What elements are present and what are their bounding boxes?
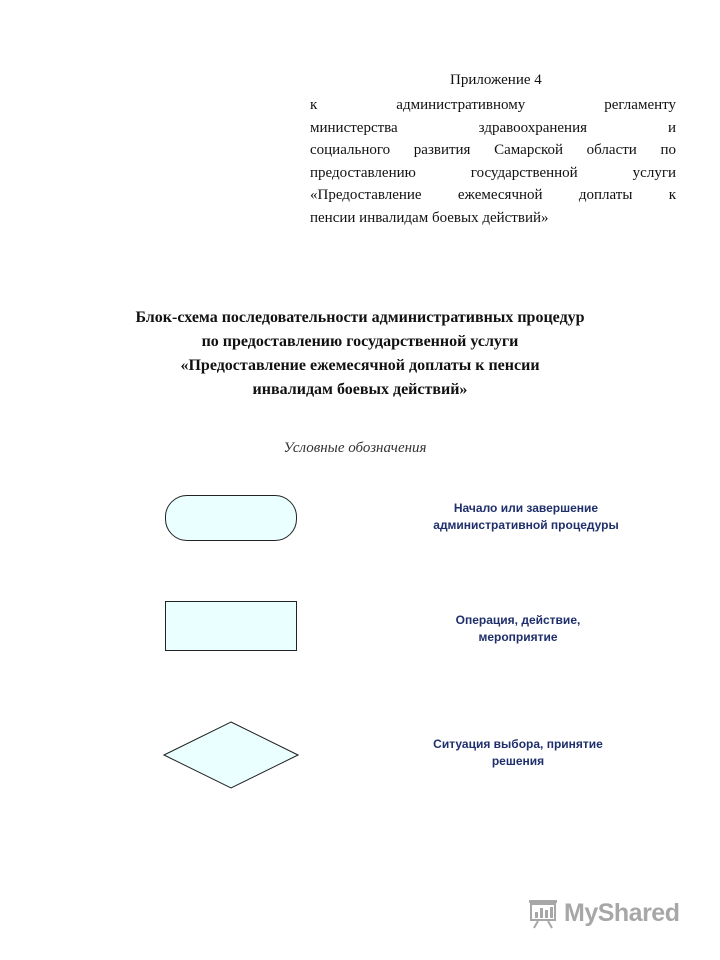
legend-label-decision: Ситуация выбора, принятие решения [433,737,603,768]
title-line: инвалидам боевых действий» [252,381,468,398]
legend-label-terminal: Начало или завершение административной процедуры [433,501,619,532]
appendix-line: предоставлению государственной услуги [310,164,676,181]
chart-board-icon [526,896,560,930]
watermark [526,896,679,930]
process-shape [165,601,297,651]
decision-diamond [164,722,298,788]
appendix-line: пенсии инвалидам боевых действий» [310,209,549,226]
appendix-line: министерства здравоохранения и [310,119,676,136]
legend-title: Условные обозначения [283,440,427,456]
title-line: Блок-схема последовательности административных процедур [135,309,585,326]
title-line: по предоставлению государственной услуги [201,333,519,350]
decision-shape [163,721,299,789]
appendix-line: социального развития Самарской области по [310,142,676,158]
title-line: «Предоставление ежемесячной доплаты к пенсии [180,357,540,374]
legend-label-process: Операция, действие, мероприятие [455,613,581,644]
terminal-shape [165,495,297,541]
appendix-line: «Предоставление ежемесячной доплаты к [310,187,676,203]
watermark-text: MyShared [564,898,680,927]
appendix-body [310,94,676,229]
document-title [60,306,660,402]
appendix-heading: Приложение 4 [450,72,542,88]
appendix-line: к административному регламенту [310,97,676,113]
